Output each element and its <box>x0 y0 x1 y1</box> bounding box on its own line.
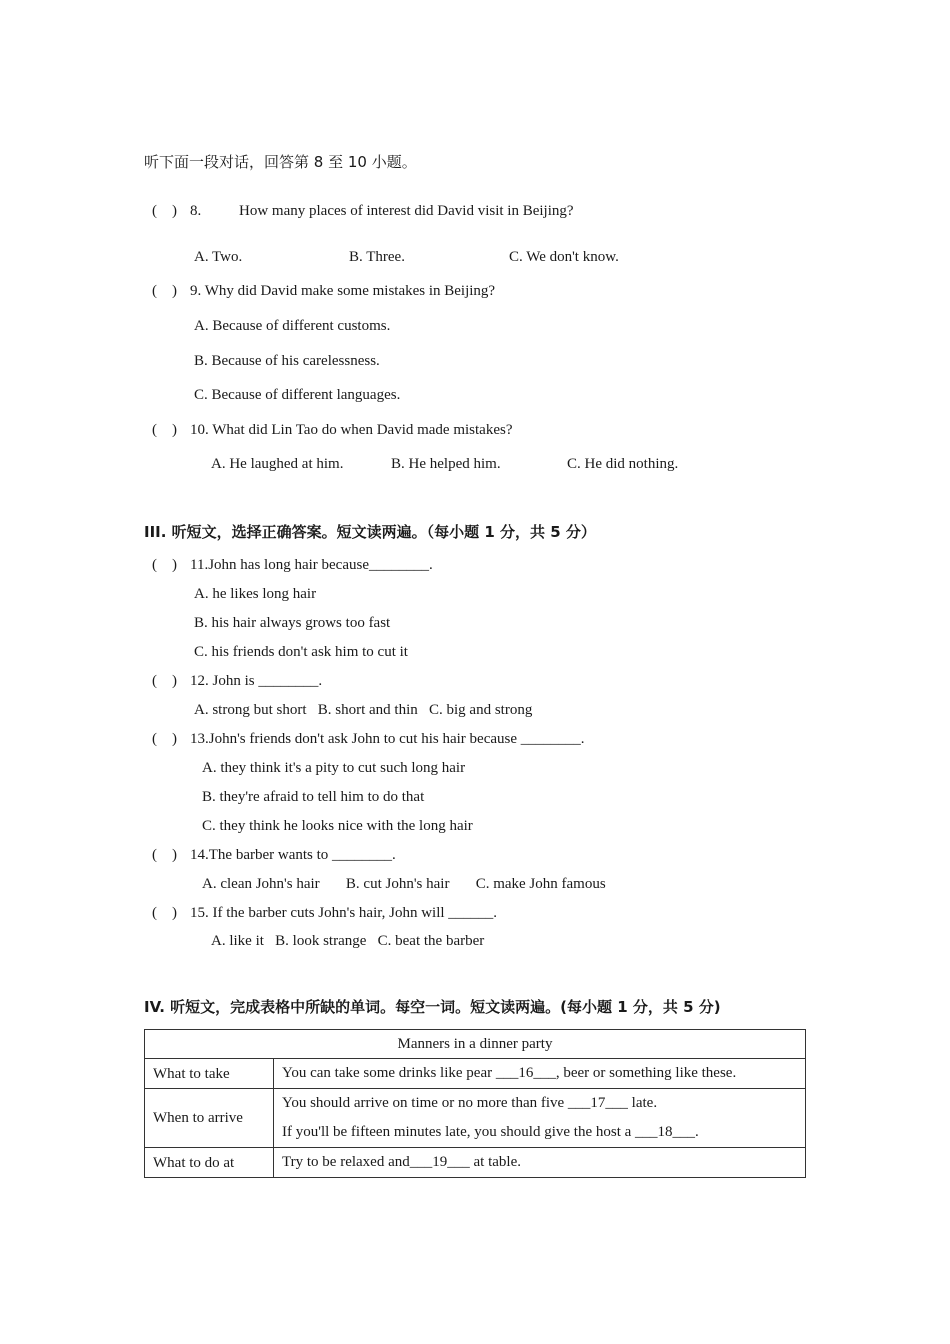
answer-paren-q9: ( ) <box>152 283 177 299</box>
table-title: Manners in a dinner party <box>145 1030 806 1059</box>
row-line: You should arrive on time or no more than five ___17___ late. <box>282 1095 658 1111</box>
q13-option-a: A. they think it's a pity to cut such long hair <box>202 760 466 776</box>
q9-option-a: A. Because of different customs. <box>194 318 391 334</box>
q11-option-c: C. his friends don't ask him to cut it <box>194 644 408 660</box>
q13-option-b: B. they're afraid to tell him to do that <box>202 789 425 805</box>
answer-paren-q8: ( ) <box>152 203 177 219</box>
q15-question: 15. If the barber cuts John's hair, John will ______. <box>190 905 498 921</box>
q8-option-c: C. We don't know. <box>509 249 619 265</box>
q14-options: A. clean John's hair B. cut John's hair C. make John famous <box>202 876 606 892</box>
table-row <box>145 1059 806 1089</box>
row-label-what-to-do-at: What to do at <box>145 1148 274 1178</box>
row-line: Try to be relaxed and___19___ at table. <box>282 1154 521 1170</box>
q11-option-b: B. his hair always grows too fast <box>194 615 391 631</box>
q12-question: 12. John is ________. <box>190 673 323 689</box>
q9-option-c: C. Because of different languages. <box>194 387 401 403</box>
table-row <box>145 1148 806 1178</box>
q9-question: 9. Why did David make some mistakes in Beijing? <box>190 283 496 299</box>
q8-option-b: B. Three. <box>349 249 405 265</box>
answer-paren-q11: ( ) <box>152 557 177 573</box>
q8-question: How many places of interest did David visit in Beijing? <box>239 203 574 219</box>
q8-option-a: A. Two. <box>194 249 243 265</box>
row-label-when-to-arrive: When to arrive <box>145 1089 274 1148</box>
q10-option-a: A. He laughed at him. <box>211 456 344 472</box>
row-content-what-to-take <box>274 1059 806 1089</box>
answer-paren-q15: ( ) <box>152 905 177 921</box>
answer-paren-q14: ( ) <box>152 847 177 863</box>
q13-option-c: C. they think he looks nice with the long hair <box>202 818 473 834</box>
row-label-what-to-take: What to take <box>145 1059 274 1089</box>
q12-options: A. strong but short B. short and thin C. big and strong <box>194 702 533 718</box>
q10-option-c: C. He did nothing. <box>567 456 679 472</box>
q14-question: 14.The barber wants to ________. <box>190 847 396 863</box>
section-iv-heading: IV. 听短文，完成表格中所缺的单词。每空一词。短文读两遍。(每小题 1 分，共 5 分) <box>144 998 721 1016</box>
q13-question: 13.John's friends don't ask John to cut his hair because ________. <box>190 731 585 747</box>
row-line: You can take some drinks like pear ___16___, beer or something like these. <box>282 1065 737 1081</box>
row-line: If you'll be fifteen minutes late, you should give the host a ___18___. <box>282 1124 699 1140</box>
row-content-when-to-arrive <box>274 1089 806 1148</box>
answer-paren-q10: ( ) <box>152 422 177 438</box>
section-iii-heading: III. 听短文，选择正确答案。短文读两遍。（每小题 1 分，共 5 分） <box>144 523 596 541</box>
answer-paren-q12: ( ) <box>152 673 177 689</box>
q15-options: A. like it B. look strange C. beat the barber <box>211 933 485 949</box>
answer-paren-q13: ( ) <box>152 731 177 747</box>
q11-option-a: A. he likes long hair <box>194 586 317 602</box>
q8-number: 8. <box>190 203 202 219</box>
instruction-dialogue: 听下面一段对话，回答第 8 至 10 小题。 <box>144 153 417 171</box>
q9-option-b: B. Because of his carelessness. <box>194 353 380 369</box>
q11-question: 11.John has long hair because________. <box>190 557 433 573</box>
row-content-what-to-do-at <box>274 1148 806 1178</box>
table-row <box>145 1089 806 1148</box>
q10-question: 10. What did Lin Tao do when David made mistakes? <box>190 422 513 438</box>
manners-table <box>144 1029 806 1178</box>
q10-option-b: B. He helped him. <box>391 456 501 472</box>
